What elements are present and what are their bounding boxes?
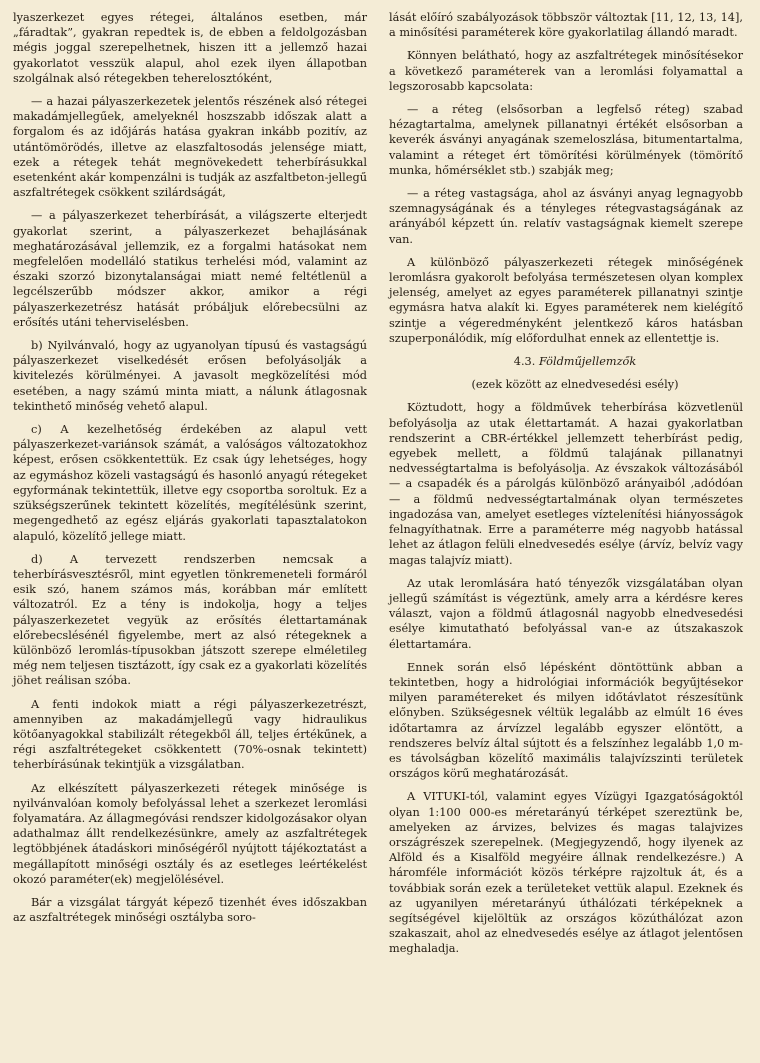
section-title: Földműjellemzők — [538, 355, 637, 369]
paragraph: b) Nyilvánvaló, hogy az ugyanolyan típusú és vastagságú pályaszerkezet viselkedését erősen befolyásolják a kivitelezés körülményei. A javasolt megközelítési mód esetében, a nagy számú minta miatt, a nálunk átlagosnak tekinthető minőség vehető alapul. — [13, 339, 367, 413]
paragraph: Köztudott, hogy a földművek teherbírása közvetlenül befolyásolja az utak élettartamát. A hazai gyakorlatban rendszerint a CBR-értékkel jellemzett teherbírást pedig, egyebek mellett, a földmű talajának pillanatnyi nedvességtartalma is befolyásolja. Az évszakok változásából — a csapadék és a párolgás különböző arányaiból ,adódóan — a földmű nedvességtartalmának olyan természetes ingadozása van, amelyet esetleges víztelenítési hiányosságok felnagyíthatnak. Erre a paraméterre még nagyobb hatással lehet az átlagon felüli elnedvesedés esélye (árvíz, belvíz vagy magas talajvíz miatt). — [389, 401, 743, 567]
paragraph: A különböző pályaszerkezeti rétegek minőségének leromlásra gyakorolt befolyása természetesen olyan komplex jelenség, amelyet az egyes paraméterek pillanatnyi szintje egymásra hatva alakít ki. Egyes paraméterek nem kielégítő szintje a végeredményként jelentkező káros hatásban szuperponálódik, míg előfordulhat ennek az ellentettje is. — [389, 255, 743, 345]
paragraph: — a hazai pályaszerkezetek jelentős részének alsó rétegei makadámjellegűek, amelyeknél hoszszabb időszak alatt a forgalom és az időjárás hatása gyakran inkább pozitív, az utántömörödés, illetve az elaszfaltosodás jelensége miatt, ezek a rétegek tehát megnövekedett teherbírásukkal esetenként akár kompenzálni is tudják az aszfaltbeton-jellegű aszfaltrétegek csökkent szilárdságát, — [13, 95, 367, 200]
paragraph: A fenti indokok miatt a régi pályaszerkezetrészt, amennyiben az makadámjellegű vagy hidraulikus kötőanyagokkal stabilizált rétegekből áll, teljes értékűnek, a régi aszfaltrétegeket csökkentett (70%-osnak tekintett) teherbírásúnak tekintjük a vizsgálatban. — [13, 697, 367, 772]
paragraph: Bár a vizsgálat tárgyát képező tizenhét éves időszakban az aszfaltrétegek minőségi osztályba soro- — [13, 895, 367, 925]
paragraph: c) A kezelhetőség érdekében az alapul vett pályaszerkezet-variánsok számát, a valóságos változatokhoz képest, erősen csökkentettük. Ez csak úgy lehetséges, hogy az egymáshoz közeli vastagságú és hasonló anyagú rétegeket egyformának tekintettük, illetve egy csoportba soroltuk. Ez a szükségszerűnek tekintett közelítés, megítélésünk szerint, megengedhető az egész eljárás gyakorlati tapasztalatokon alapuló, közelítő jellege miatt. — [13, 423, 367, 543]
paragraph: — a pályaszerkezet teherbírását, a világszerte elterjedt gyakorlat szerint, a pályaszerkezet behajlásának meghatározásával jellemzik, ez a forgalmi hatásokat nem megfelelően modelláló statikus terhelési mód, valamint az északi szorzó bizonytalanságai miatt nemé feltétlenül a legcélszerűbb módszer akkor, amikor a régi pályaszerkezetrész hatását próbáljuk előrebecsülni az erősítés utáni teherviselésben. — [13, 209, 367, 329]
section-heading — [389, 354, 743, 369]
paragraph: lását előíró szabályozások többször változtak [11, 12, 13, 14], a minősítési paraméterek köre gyakorlatilag állandó maradt. — [389, 11, 743, 40]
section-subtitle: (ezek között az elnedvesedési esély) — [471, 378, 679, 392]
paragraph: Ennek során első lépésként döntöttünk abban a tekintetben, hogy a hidrológiai információk begyűjtésekor milyen paramétereket és milyen időtávlatot részesítünk előnyben. Szükségesnek véltük legalább az elmúlt 16 éves időtartamra az árvízzel legalább egyszer elöntött, a rendszeres belvíz által sújtott és a felszínhez legalább 1,0 m-es távolságban közelítő maximális talajvízszinti területek országos körű meghatározását. — [389, 660, 743, 781]
paragraph: — a réteg (elsősorban a legfelső réteg) szabad hézagtartalma, amelynek pillanatnyi értékét elsősorban a keverék ásványi anyagának szemeloszlása, bitumentartalma, valamint a réteget ért tömörítési körülmények (tömörítő munka, hőmérséklet stb.) szabják meg; — [389, 103, 743, 177]
paragraph: Könnyen belátható, hogy az aszfaltrétegek minősítésekor a következő paraméterek van a leromlási folyamattal a legszorosabb kapcsolata: — [389, 49, 743, 93]
paragraph: — a réteg vastagsága, ahol az ásványi anyag legnagyobb szemnagyságának és a tényleges rétegvastagságának az arányából képzett ún. relatív vastagságnak kiemelt szerepe van. — [389, 187, 743, 246]
right-column — [389, 10, 743, 1063]
section-number: 4.3. — [513, 355, 536, 369]
paragraph: Az elkészített pályaszerkezeti rétegek minősége is nyilvánvalóan komoly befolyással lehet a szerkezet leromlási folyamatára. Az állagmegóvási rendszer kidolgozásakor olyan adathalmaz állt rendelkezésünkre, amely az aszfaltrétegek legtöbbjének átadáskori minőségéről nyújtott tájékoztatást a megállapított minőségi osztály és az esetleges leértékelést okozó paraméter(ek) megjelölésével. — [13, 781, 367, 886]
paragraph: d) A tervezett rendszerben nemcsak a teherbírásvesztésről, mint egyetlen tönkremeneteli formáról esik szó, hanem számos más, korábban már említett változatról. Ez a tény is indokolja, hogy a teljes pályaszerkezetet vegyük az erősítés élettartamának előrebecslésénél figyelembe, mert az alsó rétegeknek a különböző leromlás-típusokban játszott szerepe elméletileg még nem teljesen tisztázott, így csak ez a gyakorlati közelítés jöhet reálisan szóba. — [13, 552, 367, 688]
paragraph: Az utak leromlására ható tényezők vizsgálatában olyan jellegű számítást is végeztünk, amely arra a kérdésre keres választ, vajon a földmű átlagosnál nagyobb elnedvesedési esélye kimutatható befolyással van-e az útszakaszok élettartamára. — [389, 576, 743, 651]
paragraph: A VITUKI-tól, valamint egyes Vízügyi Igazgatóságoktól olyan 1:100 000-es méretarányú térképet szereztünk be, amelyeken az árvizes, belvizes és magas talajvizes országrészek szerepelnek. (Megjegyzendő, hogy ilyenek az Alföld és a Kisalföld megyéire állnak rendelkezésre.) A háromféle információt közös térképre rajzoltuk át, és a továbbiak során ezek a területeket vettük alapul. Ezeknek és az ugyanilyen méretarányú úthálózati térképeknek a segítségével kijelöltük az országos közúthálózat azon szakaszait, ahol az elnedvesedés esélye az átlagot jelentősen meghaladja. — [389, 790, 743, 956]
paragraph: lyaszerkezet egyes rétegei, általános esetben, már „fáradtak”, gyakran repedtek is, de ebben a feldolgozásban mégis joggal szerepelhetnek, hiszen itt a jellemző hazai gyakorlatot vesszük alapul, ahol ezek ilyen állapotban szolgálnak alsó rétegekben teherelosztóként, — [13, 11, 367, 85]
left-column — [13, 10, 367, 1063]
